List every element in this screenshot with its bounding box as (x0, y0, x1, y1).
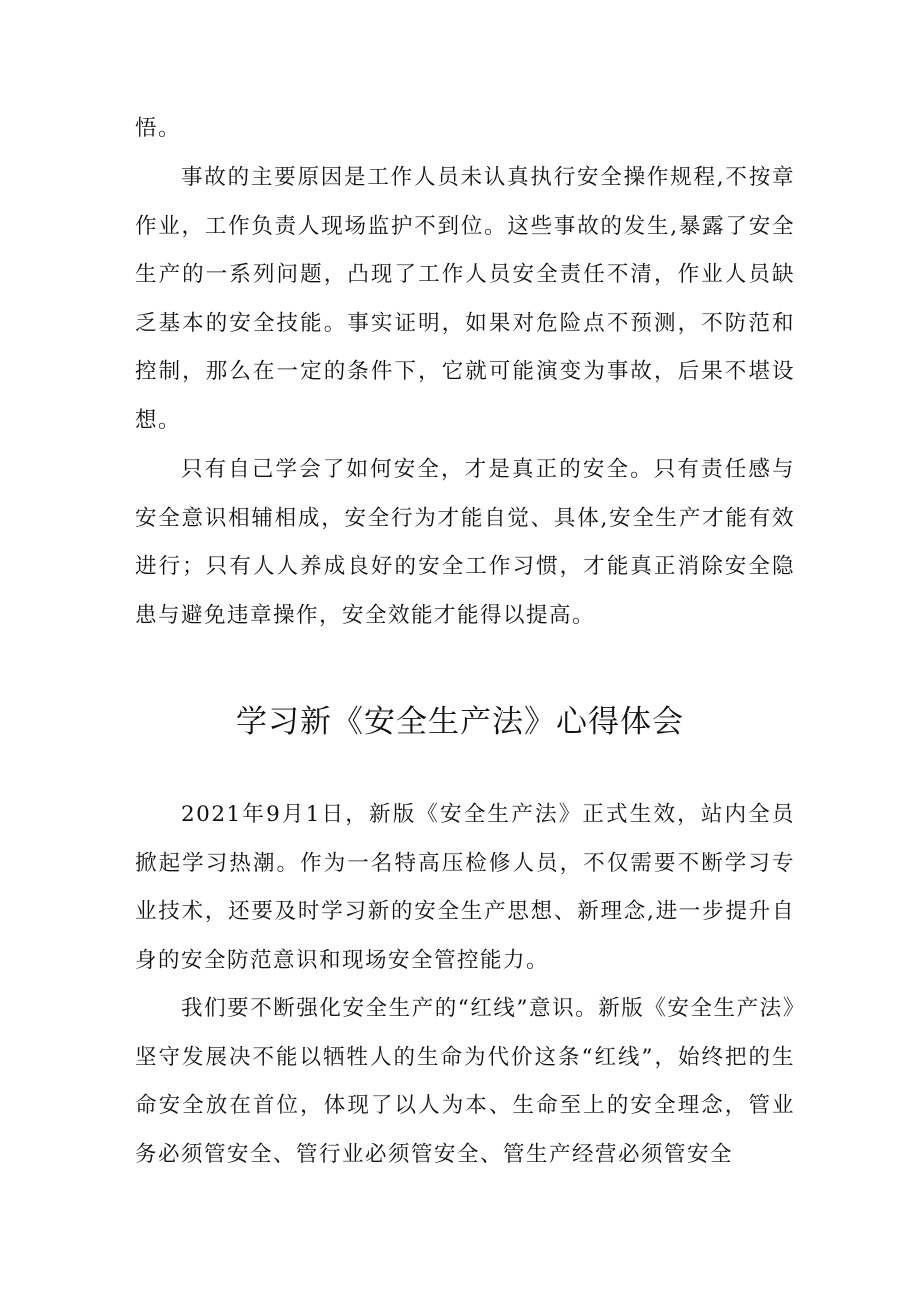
paragraph-continuation: 悟。 (135, 116, 182, 141)
paragraph-new-law-effective: 2021年9月1日，新版《安全生产法》正式生效，站内全员掀起学习热潮。作为一名特高压检修人员，不仅需要不断学习专业技术，还要及时学习新的安全生产思想、新理念,进一步提升自身的安全防范意识和现场安全管控能力。 (135, 802, 795, 973)
section-title: 学习新《安全生产法》心得体会 (236, 704, 684, 740)
paragraph-red-line: 我们要不断强化安全生产的“红线”意识。新版《安全生产法》坚守发展决不能以牺牲人的生命为代价这条“红线”，始终把的生命安全放在首位，体现了以人为本、生命至上的安全理念，管业务必须管安全、管行业必须管安全、管生产经营必须管安全 (135, 996, 795, 1167)
paragraph-true-safety: 只有自己学会了如何安全，才是真正的安全。只有责任感与安全意识相辅相成，安全行为才能自觉、具体,安全生产才能有效进行；只有人人养成良好的安全工作习惯，才能真正消除安全隐患与避免违章操作，安全效能才能得以提高。 (135, 457, 795, 628)
paragraph-accident-causes: 事故的主要原因是工作人员未认真执行安全操作规程,不按章作业，工作负责人现场监护不到位。这些事故的发生,暴露了安全生产的一系列问题，凸现了工作人员安全责任不清，作业人员缺乏基本的安全技能。事实证明，如果对危险点不预测，不防范和控制，那么在一定的条件下，它就可能演变为事故，后果不堪设想。 (135, 165, 795, 433)
